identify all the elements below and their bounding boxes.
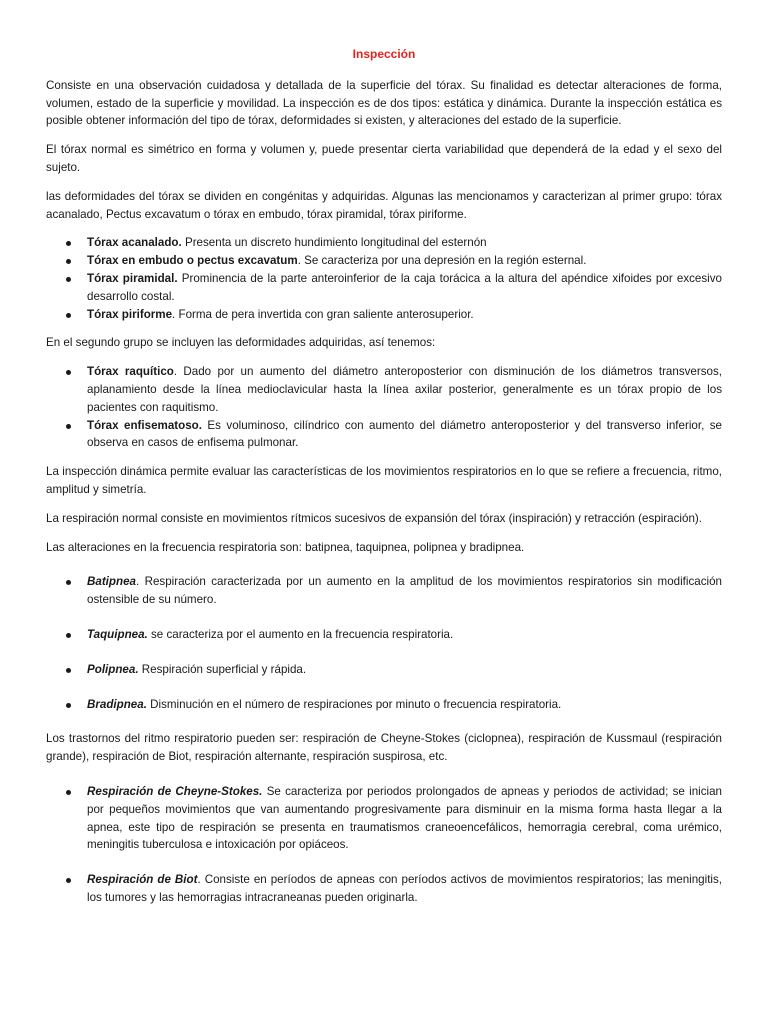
list-item-text: . Forma de pera invertida con gran saliente anterosuperior. (172, 307, 474, 321)
list-item-text: Prominencia de la parte anteroinferior de la caja torácica a la altura del apéndice xifoides por excesivo desarrollo costal. (87, 271, 722, 303)
list-item (46, 270, 722, 306)
list-item-text: se caracteriza por el aumento en la frecuencia respiratoria. (147, 627, 454, 641)
bullet-icon (66, 277, 71, 282)
list-rhythm-disorders (46, 783, 722, 907)
bullet-icon (66, 424, 71, 429)
bullet-icon (66, 313, 71, 318)
paragraph-frequency-alterations: Las alteraciones en la frecuencia respiratoria son: batipnea, taquipnea, polipnea y bradipnea. (46, 540, 525, 554)
bullet-icon (66, 370, 71, 375)
list-item (46, 573, 722, 609)
list-item (46, 626, 722, 644)
list-item-term: Tórax en embudo o pectus excavatum (87, 254, 298, 268)
list-item-text: Es voluminoso, cilíndrico con aumento del diámetro anteroposterior y del transverso inferior, se observa en casos de enfisema pulmonar. (87, 418, 722, 450)
document-title: Inspección (352, 47, 416, 61)
paragraph-normal-thorax: El tórax normal es simétrico en forma y volumen y, puede presentar cierta variabilidad que dependerá de la edad y el sexo del sujeto. (46, 143, 722, 174)
list-item (46, 252, 722, 270)
list-item-text: Se caracteriza por periodos prolongados de apneas y periodos de actividad; se inician por pequeños movimientos que van aumentando progresivamente para disminuir en la misma forma hasta llegar a la apnea, este tipo de respiración se presenta en traumatismos craneoencefálicos, hemorragia cerebral, coma urémico, meningitis tuberculosa e intoxicación por opiáceos. (87, 784, 722, 852)
list-item-term: Respiración de Cheyne-Stokes. (87, 784, 263, 798)
list-item-term: Tórax piriforme (87, 307, 173, 321)
list-acquired-deformities (46, 363, 722, 452)
list-item-term: Tórax acanalado. (87, 236, 182, 250)
list-item-term: Respiración de Biot (87, 873, 198, 887)
list-item-text: . Respiración caracterizada por un aumento en la amplitud de los movimientos respiratorios sin modificación ostensible de su número. (87, 575, 722, 607)
paragraph-dynamic-inspection: La inspección dinámica permite evaluar las características de los movimientos respiratorios en lo que se refiere a frecuencia, ritmo, amplitud y simetría. (46, 465, 722, 496)
list-item-text: . Dado por un aumento del diámetro anteroposterior con disminución de los diámetros transversos, aplanamiento desde la línea medioclavicular hasta la línea axilar posterior, generalmente es un tórax propio de los pacientes con raquitismo. (87, 365, 722, 414)
bullet-icon (66, 633, 71, 638)
list-frequency-alterations (46, 573, 722, 713)
paragraph-intro: Consiste en una observación cuidadosa y detallada de la superficie del tórax. Su finalidad es detectar alteraciones de forma, volumen, estado de la superficie y movilidad. La inspección es de dos tipos: estática y dinámica. Durante la inspección estática es posible obtener información del tipo de tórax, deformidades si existen, y alteraciones del estado de la superficie. (46, 78, 722, 128)
list-item (46, 417, 722, 453)
list-item-term: Tórax raquítico (87, 365, 174, 379)
list-item-term: Tórax enfisematoso. (87, 418, 202, 432)
paragraph-normal-breathing: La respiración normal consiste en movimientos rítmicos sucesivos de expansión del tórax (inspiración) y retracción (espiración). (46, 511, 702, 525)
bullet-icon (66, 668, 71, 673)
list-item-text: Presenta un discreto hundimiento longitudinal del esternón (181, 236, 487, 250)
list-item-text: . Se caracteriza por una depresión en la región esternal. (297, 254, 587, 268)
bullet-icon (66, 790, 71, 795)
list-item-text: Respiración superficial y rápida. (138, 662, 307, 676)
paragraph-rhythm-disorders: Los trastornos del ritmo respiratorio pueden ser: respiración de Cheyne-Stokes (ciclopnea), respiración de Kussmaul (respiración grande), respiración de Biot, respiración alternante, respiración suspirosa, etc. (46, 732, 722, 764)
list-item (46, 696, 722, 714)
list-item (46, 661, 722, 679)
bullet-icon (66, 241, 71, 246)
list-item-term: Taquipnea. (87, 627, 148, 641)
bullet-icon (66, 580, 71, 585)
list-item-term: Batipnea (87, 575, 136, 589)
list-item (46, 783, 722, 854)
paragraph-deformities: las deformidades del tórax se dividen en congénitas y adquiridas. Algunas las mencionamos y caracterizan al primer grupo: tórax acanalado, Pectus excavatum o tórax en embudo, tórax piramidal, tórax piriforme. (46, 189, 722, 221)
bullet-icon (66, 703, 71, 708)
list-item (46, 306, 722, 324)
bullet-icon (66, 878, 71, 883)
list-item (46, 871, 722, 907)
list-item-text: . Consiste en períodos de apneas con períodos activos de movimientos respiratorios; las meningitis, los tumores y las hemorragias intracraneanas pueden originarla. (87, 873, 723, 904)
bullet-icon (66, 259, 71, 264)
list-item (46, 363, 722, 416)
list-item-term: Polipnea. (87, 662, 139, 676)
list-item-text: Disminución en el número de respiraciones por minuto o frecuencia respiratoria. (146, 697, 562, 711)
list-item-term: Tórax piramidal. (87, 271, 178, 285)
list-item (46, 234, 722, 252)
paragraph-acquired-intro: En el segundo grupo se incluyen las deformidades adquiridas, así tenemos: (46, 336, 436, 350)
list-congenital-deformities (46, 234, 722, 323)
list-item-term: Bradipnea. (87, 697, 147, 711)
